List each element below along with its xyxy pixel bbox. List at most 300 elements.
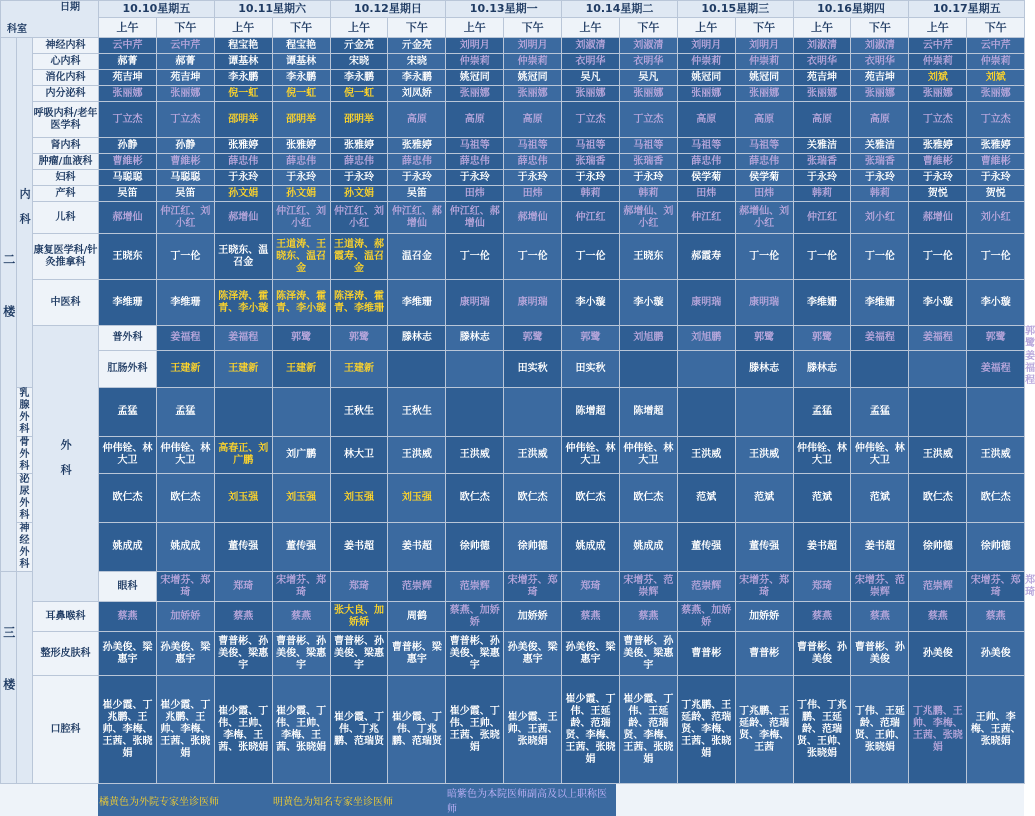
schedule-cell [272, 523, 330, 572]
dept-row [1, 602, 1025, 632]
doctor-names: 加娇娇 [170, 610, 201, 622]
dept-row [1, 676, 1025, 784]
schedule-cell [677, 676, 735, 784]
morning-header: 上午 [446, 18, 504, 38]
schedule-cell [793, 602, 851, 632]
doctor-names: 姚成成 [170, 541, 201, 552]
schedule-cell [446, 572, 504, 602]
doctor-names: 李小璇 [980, 296, 1011, 308]
schedule-cell [967, 138, 1025, 154]
morning-header: 上午 [793, 18, 851, 38]
schedule-cell [677, 523, 735, 572]
schedule-cell [851, 388, 909, 437]
schedule-cell [851, 676, 909, 784]
doctor-names: 刘淑清 [864, 39, 895, 51]
schedule-cell [735, 351, 793, 388]
schedule-cell [735, 602, 793, 632]
schedule-cell [562, 676, 620, 784]
doctor-names: 云中芹 [922, 39, 953, 51]
schedule-cell [272, 351, 330, 388]
doctor-names: 侯学菊 [691, 171, 722, 183]
schedule-cell [156, 474, 214, 523]
dept-row [1, 523, 1025, 572]
schedule-cell [562, 280, 620, 326]
doctor-names: 姜福程 [170, 332, 201, 343]
doctor-names: 刘小红 [980, 211, 1011, 223]
date-header: 10.17星期五 [909, 1, 1025, 18]
doctor-names: 郭鹭 [754, 332, 775, 343]
doctor-names: 李维姗 [864, 296, 895, 308]
doctor-names: 丁伟、王延龄、范瑞贤、王帅、张晓娟 [854, 705, 905, 753]
schedule-cell [504, 351, 562, 388]
schedule-cell [214, 54, 272, 70]
doctor-names: 宋增芬、郑琦 [276, 574, 327, 598]
schedule-cell [677, 138, 735, 154]
doctor-names: 董传强 [228, 541, 259, 552]
doctor-names: 田炜 [464, 187, 485, 199]
doctor-names: 刘淑清 [807, 39, 838, 51]
doctor-names: 姚成成 [575, 541, 606, 552]
schedule-cell [562, 102, 620, 138]
doctor-names: 邵明举 [286, 113, 317, 125]
schedule-cell [504, 138, 562, 154]
doctor-names: 仲崇莉 [980, 55, 1011, 67]
schedule-cell [735, 170, 793, 186]
doctor-names: 仲伟铨、林大卫 [102, 443, 153, 466]
schedule-cell [388, 632, 446, 676]
schedule-cell [156, 351, 214, 388]
doctor-names: 倪一虹 [286, 87, 317, 99]
doctor-names: 姚冠同 [459, 71, 490, 83]
doctor-names: 蔡燕 [117, 610, 138, 622]
dept-row [1, 388, 1025, 437]
doctor-names: 丁立杰 [112, 113, 143, 125]
dept-name: 消化内科 [33, 70, 99, 86]
legend-purple: 暗紫色为本院医师副高及以上职称医师 [446, 784, 616, 816]
schedule-cell [272, 676, 330, 784]
schedule-cell [967, 70, 1025, 86]
dept-name: 泌尿外科 [17, 474, 33, 523]
schedule-cell [388, 280, 446, 326]
doctor-names: 张丽娜 [922, 87, 953, 99]
dept-name: 神经外科 [17, 523, 33, 572]
doctor-names: 仲伟铨、林大卫 [854, 443, 905, 466]
schedule-cell [851, 474, 909, 523]
schedule-cell [735, 234, 793, 280]
date-header: 10.15星期三 [677, 1, 793, 18]
schedule-cell [272, 102, 330, 138]
doctor-names: 高原 [754, 113, 775, 125]
doctor-names: 丁一伦 [922, 250, 953, 262]
schedule-cell [214, 86, 272, 102]
schedule-cell [793, 572, 851, 602]
doctor-names: 王帅、李梅、王茜、张晓娟 [970, 711, 1021, 747]
doctor-names: 欧仁杰 [633, 492, 664, 503]
afternoon-header: 下午 [619, 18, 677, 38]
doctor-names: 徐帅德 [517, 541, 548, 552]
schedule-cell [793, 351, 851, 388]
schedule-cell [851, 102, 909, 138]
schedule-cell [793, 676, 851, 784]
schedule-cell [967, 202, 1025, 234]
doctor-names: 林大卫 [343, 449, 374, 460]
schedule-cell [909, 102, 967, 138]
schedule-cell [735, 202, 793, 234]
dept-group-label: 外科 [33, 326, 99, 602]
doctor-names: 宋晓 [348, 55, 369, 67]
dept-name: 肾内科 [33, 138, 99, 154]
doctor-names: 郝霞寿 [691, 250, 722, 262]
schedule-cell [214, 523, 272, 572]
schedule-cell [851, 170, 909, 186]
doctor-names: 姜书超 [807, 541, 838, 552]
schedule-cell [735, 632, 793, 676]
schedule-body [1, 38, 1035, 784]
doctor-names: 郝增仙 [112, 211, 143, 223]
schedule-cell [272, 280, 330, 326]
doctor-names: 刘明月 [517, 39, 548, 51]
schedule-cell [677, 572, 735, 602]
schedule-cell [967, 523, 1025, 572]
morning-header: 上午 [214, 18, 272, 38]
schedule-cell [619, 186, 677, 202]
doctor-names: 宋增芬、范崇辉 [854, 574, 905, 598]
schedule-cell [272, 388, 330, 437]
schedule-cell [388, 234, 446, 280]
schedule-cell [272, 632, 330, 676]
dept-axis-label: 科室 [7, 24, 27, 35]
doctor-names: 刘旭鹏 [691, 332, 722, 343]
schedule-cell [388, 86, 446, 102]
doctor-names: 丁一伦 [459, 250, 490, 262]
doctor-names: 马祖等 [633, 139, 664, 151]
doctor-names: 曹普彬、孙美俊、梁惠宇 [449, 635, 500, 671]
schedule-cell [793, 280, 851, 326]
doctor-names: 丁立杰 [575, 113, 606, 125]
schedule-cell [735, 154, 793, 170]
schedule-cell [156, 280, 214, 326]
doctor-names: 董传强 [691, 541, 722, 552]
doctor-names: 张丽娜 [575, 87, 606, 99]
schedule-cell [330, 388, 388, 437]
doctor-names: 张雅婷 [343, 139, 374, 151]
doctor-names: 仲江红、郝增仙 [449, 205, 500, 229]
doctor-names: 姚冠同 [691, 71, 722, 83]
schedule-cell [967, 632, 1025, 676]
doctor-names: 于永玲 [922, 171, 953, 183]
doctor-names: 薛忠伟 [691, 155, 722, 167]
schedule-cell [214, 326, 272, 351]
doctor-names: 云中芹 [112, 39, 143, 51]
doctor-names: 滕林志 [807, 363, 838, 374]
doctor-names: 姚冠同 [517, 71, 548, 83]
doctor-names: 王建新 [170, 363, 201, 374]
schedule-cell [388, 38, 446, 54]
doctor-names: 蔡燕 [233, 610, 254, 622]
doctor-names: 郝增仙、刘小红 [739, 205, 790, 229]
doctor-names: 马祖等 [749, 139, 780, 151]
doctor-names: 曹普彬、梁惠宇 [391, 641, 442, 665]
schedule-cell [677, 186, 735, 202]
doctor-names: 范斌 [812, 492, 833, 503]
doctor-names: 张雅婷 [401, 139, 432, 151]
schedule-cell [909, 154, 967, 170]
doctor-names: 李永鹏 [286, 71, 317, 83]
schedule-cell [851, 280, 909, 326]
schedule-cell [214, 38, 272, 54]
doctor-names: 欧仁杰 [459, 492, 490, 503]
schedule-cell [330, 70, 388, 86]
schedule-cell [272, 54, 330, 70]
doctor-names: 曹維彬 [980, 155, 1011, 167]
schedule-cell [851, 154, 909, 170]
schedule-cell [330, 474, 388, 523]
dept-name: 儿科 [33, 202, 99, 234]
schedule-cell [562, 234, 620, 280]
dept-name: 骨外科 [17, 437, 33, 474]
doctor-names: 丁一伦 [170, 250, 201, 262]
schedule-cell [851, 202, 909, 234]
schedule-cell [909, 70, 967, 86]
schedule-cell [504, 154, 562, 170]
doctor-names: 吴笛 [117, 187, 138, 199]
schedule-cell [909, 632, 967, 676]
doctor-names: 马祖等 [517, 139, 548, 151]
doctor-names: 于永玲 [517, 171, 548, 183]
doctor-names: 蔡燕 [580, 610, 601, 622]
schedule-cell [677, 388, 735, 437]
schedule-cell [967, 38, 1025, 54]
doctor-names: 徐帅德 [980, 541, 1011, 552]
doctor-names: 曹普彬、孙美俊、梁惠宇 [333, 635, 384, 671]
schedule-cell [735, 54, 793, 70]
date-axis-label: 日期 [60, 2, 81, 13]
schedule-cell [272, 154, 330, 170]
schedule-cell [156, 632, 214, 676]
schedule-cell [330, 38, 388, 54]
schedule-cell [330, 86, 388, 102]
schedule-cell [272, 572, 330, 602]
doctor-names: 倪一虹 [228, 87, 259, 99]
header-dates-row [1, 1, 1025, 18]
doctor-names: 陈泽涛、霍青、李小璇 [276, 290, 327, 314]
schedule-cell [99, 186, 157, 202]
doctor-names: 谭基林 [286, 55, 317, 67]
dept-row [1, 70, 1025, 86]
schedule-cell [735, 437, 793, 474]
doctor-names: 崔少霞、丁伟、王帅、王茜、张晓娟 [449, 705, 500, 753]
schedule-cell [677, 54, 735, 70]
schedule-cell [156, 202, 214, 234]
doctor-names: 张大良、加娇娇 [333, 604, 384, 628]
doctor-names: 李永鹏 [228, 71, 259, 83]
doctor-names: 田炜 [754, 187, 775, 199]
schedule-cell [793, 437, 851, 474]
schedule-cell [214, 572, 272, 602]
doctor-names: 蔡燕 [869, 610, 890, 622]
dept-row [1, 38, 1025, 54]
schedule-cell [330, 202, 388, 234]
schedule-cell [793, 70, 851, 86]
doctor-names: 于永玲 [633, 171, 664, 183]
doctor-names: 蔡燕 [291, 610, 312, 622]
schedule-cell [388, 70, 446, 86]
schedule-cell [967, 474, 1025, 523]
doctor-names: 范斌 [869, 492, 890, 503]
doctor-names: 刘明月 [749, 39, 780, 51]
doctor-names: 范斌 [754, 492, 775, 503]
afternoon-header: 下午 [156, 18, 214, 38]
dept-name: 中医科 [33, 280, 99, 326]
schedule-cell [214, 186, 272, 202]
doctor-names: 仲江红、刘小红 [276, 205, 327, 229]
schedule-cell [446, 138, 504, 154]
doctor-names: 陈泽涛、霍青、李小璇 [218, 290, 269, 314]
doctor-names: 王洪威 [980, 449, 1011, 460]
schedule-cell [330, 523, 388, 572]
schedule-cell [272, 202, 330, 234]
schedule-cell [793, 154, 851, 170]
schedule-cell [330, 170, 388, 186]
schedule-cell [909, 138, 967, 154]
doctor-names: 宋晓 [406, 55, 427, 67]
schedule-cell [99, 523, 157, 572]
doctor-names: 陈增超 [575, 406, 606, 417]
schedule-cell [99, 170, 157, 186]
doctor-names: 云中芹 [980, 39, 1011, 51]
floor-label: 二楼 [1, 38, 17, 572]
schedule-cell [851, 572, 909, 602]
doctor-names: 李维珊 [112, 296, 143, 308]
schedule-cell [446, 38, 504, 54]
schedule-cell [619, 326, 677, 351]
doctor-names: 孙静 [175, 139, 196, 151]
schedule-cell [99, 676, 157, 784]
morning-header: 上午 [330, 18, 388, 38]
doctor-names: 张雅婷 [922, 139, 953, 151]
doctor-names: 王晓东 [633, 250, 664, 262]
schedule-cell [967, 388, 1025, 437]
doctor-names: 衣明华 [633, 55, 664, 67]
doctor-names: 刘斌 [927, 71, 948, 83]
doctor-names: 邵明举 [228, 113, 259, 125]
schedule-cell [793, 54, 851, 70]
schedule-cell [562, 86, 620, 102]
schedule-cell [677, 632, 735, 676]
doctor-names: 于永玲 [343, 171, 374, 183]
schedule-cell [99, 138, 157, 154]
doctor-names: 薛忠伟 [228, 155, 259, 167]
doctor-names: 崔少霞、丁伟、王延龄、范瑞贤、李梅、王茜、张晓娟 [623, 693, 674, 765]
doctor-names: 王晓东 [112, 250, 143, 262]
doctor-names: 姜福程 [864, 332, 895, 343]
dept-name: 乳腺外科 [17, 388, 33, 437]
doctor-names: 蔡燕 [927, 610, 948, 622]
doctor-names: 欧仁杰 [980, 492, 1011, 503]
dept-name: 眼科 [99, 572, 157, 602]
morning-header: 上午 [909, 18, 967, 38]
schedule-cell [967, 676, 1025, 784]
doctor-names: 丁一伦 [749, 250, 780, 262]
doctor-names: 丁一伦 [517, 250, 548, 262]
schedule-cell [793, 86, 851, 102]
schedule-cell [735, 474, 793, 523]
doctor-names: 刘玉强 [286, 492, 317, 503]
schedule-cell [677, 202, 735, 234]
schedule-cell [562, 326, 620, 351]
schedule-cell [851, 351, 909, 388]
schedule-cell [446, 234, 504, 280]
doctor-names: 李维珊 [170, 296, 201, 308]
doctor-names: 云中芹 [170, 39, 201, 51]
schedule-cell [330, 572, 388, 602]
schedule-cell [909, 437, 967, 474]
doctor-names: 马祖等 [691, 139, 722, 151]
date-header: 10.14星期二 [562, 1, 678, 18]
doctor-names: 滕林志 [749, 363, 780, 374]
doctor-names: 李维姗 [807, 296, 838, 308]
schedule-cell [214, 138, 272, 154]
schedule-cell [99, 632, 157, 676]
doctor-names: 王洪威 [459, 449, 490, 460]
doctor-names: 孙文娟 [343, 187, 374, 199]
schedule-cell [272, 138, 330, 154]
doctor-names: 于永玲 [228, 171, 259, 183]
schedule-cell [156, 572, 214, 602]
schedule-cell [446, 154, 504, 170]
doctor-names: 王秋生 [401, 406, 432, 417]
doctor-names: 郭鹭 [580, 332, 601, 343]
schedule-cell [562, 54, 620, 70]
schedule-cell [619, 86, 677, 102]
doctor-names: 孟猛 [812, 406, 833, 417]
doctor-names: 曹普彬 [749, 647, 780, 659]
doctor-names: 贺悦 [927, 187, 948, 199]
schedule-cell [619, 154, 677, 170]
schedule-cell [793, 186, 851, 202]
schedule-cell [504, 572, 562, 602]
doctor-names: 刘斌 [985, 71, 1006, 83]
afternoon-header: 下午 [967, 18, 1025, 38]
schedule-cell [562, 523, 620, 572]
schedule-cell [967, 437, 1025, 474]
doctor-names: 苑吉坤 [807, 71, 838, 83]
schedule-cell [562, 154, 620, 170]
doctor-names: 仲伟铨、林大卫 [623, 443, 674, 466]
doctor-names: 仲崇莉 [517, 55, 548, 67]
schedule-cell [619, 676, 677, 784]
schedule-cell [677, 102, 735, 138]
doctor-names: 于永玲 [807, 171, 838, 183]
legend-orange: 橘黄色为外院专家坐诊医师 [98, 784, 272, 816]
doctor-names: 徐帅德 [459, 541, 490, 552]
schedule-cell [619, 102, 677, 138]
schedule-cell [619, 202, 677, 234]
schedule-cell [330, 280, 388, 326]
dept-name: 呼吸内科/老年医学科 [33, 102, 99, 138]
schedule-cell [851, 326, 909, 351]
dept-name: 产科 [33, 186, 99, 202]
schedule-cell [272, 234, 330, 280]
doctor-names: 范崇辉 [459, 580, 490, 592]
legend-table [0, 784, 1024, 816]
doctor-names: 董传强 [286, 541, 317, 552]
doctor-names: 孙美俊、梁惠宇 [102, 641, 153, 665]
doctor-names: 郭鹭 [812, 332, 833, 343]
dept-row [1, 632, 1025, 676]
doctor-names: 倪一虹 [343, 87, 374, 99]
schedule-cell [562, 138, 620, 154]
